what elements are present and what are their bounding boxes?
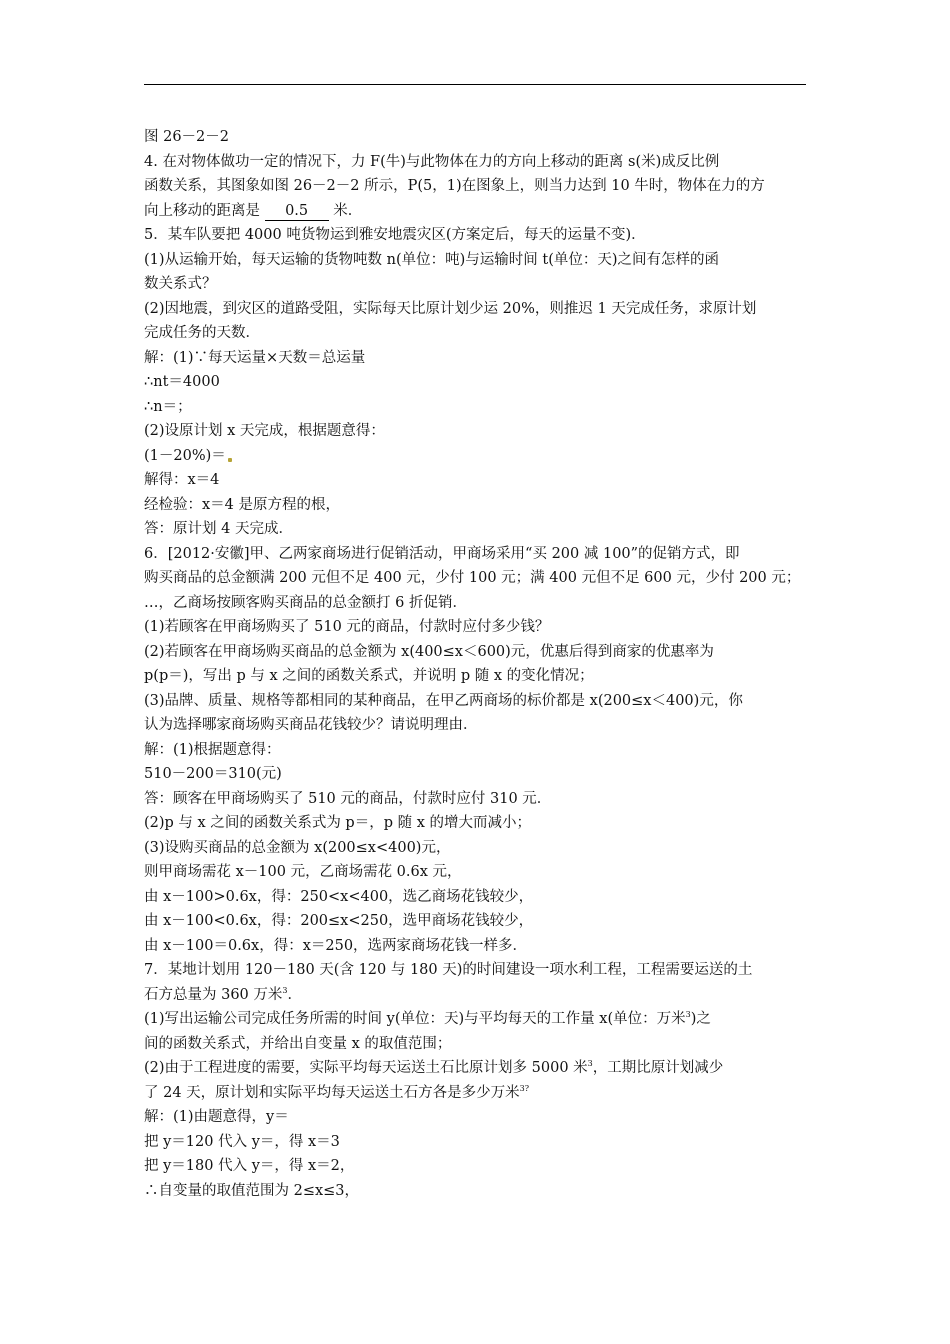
text-line: (1－20%)＝ [144, 444, 808, 469]
text-line: (2)设原计划 x 天完成，根据题意得： [144, 423, 385, 439]
text-line: (2)由于工程进度的需要，实际平均每天运送土石比原计划多 5000 米$^3$，工期比原计划减少 [144, 1059, 724, 1076]
text-line: 石方总量为 360 万米$^3$． [144, 985, 302, 1003]
text-line: 7．某地计划用 120－180 天(含 120 与 180 天)的时间建设一项水利工程，工程需要运送的土 [144, 962, 753, 978]
figure-caption: 图 26－2－2 [144, 129, 230, 145]
text-line: 答：顾客在甲商场购买了 510 元的商品，付款时应付 310 元． [144, 790, 552, 807]
text-line: (3)品牌、质量、规格等都相同的某种商品，在甲乙两商场的标价都是 x(200≤x＜400)元，你 [144, 692, 743, 709]
text-line: 了 24 天，原计划和实际平均每天运送土石方各是多少万米$^{3?}$ [144, 1083, 530, 1101]
text-line: 函数关系，其图象如图 26－2－2 所示，P(5，1)在图象上，则当力达到 10 牛时，物体在力的方 [144, 178, 765, 194]
text-line: 则甲商场需花 x－100 元，乙商场需花 0.6x 元， [144, 864, 462, 880]
text-line: 向上移动的距离是 0.5 米． [144, 202, 363, 219]
text-line: 由 x－100>0.6x，得：250<x<400，选乙商场花钱较少， [144, 888, 534, 905]
text-line: 认为选择哪家商场购买商品花钱较少？请说明理由． [144, 717, 478, 733]
text-line: 由 x－100＝0.6x，得：x＝250，选两家商场花钱一样多． [144, 937, 528, 954]
text-line: 经检验：x＝4 是原方程的根， [144, 496, 341, 513]
text-line: p(p＝)，写出 p 与 x 之间的函数关系式，并说明 p 随 x 的变化情况； [144, 668, 594, 684]
text-line: 解得：x＝4 [144, 472, 220, 488]
text-line: 4. 在对物体做功一定的情况下，力 F(牛)与此物体在力的方向上移动的距离 s(米)成反比例 [144, 153, 720, 170]
text-line: (2)p 与 x 之间的函数关系式为 p＝，p 随 x 的增大而减小； [144, 815, 532, 831]
text-line: …，乙商场按顾客购买商品的总金额打 6 折促销． [144, 594, 467, 611]
text-line: ∴nt＝4000 [144, 374, 220, 390]
text-line: 间的函数关系式，并给出自变量 x 的取值范围； [144, 1035, 452, 1052]
superscript: 3 [685, 1010, 691, 1019]
text-line: 解：(1)∵每天运量×天数＝总运量 [144, 349, 366, 366]
text-line: 由 x－100<0.6x，得：200≤x<250，选甲商场花钱较少， [144, 913, 534, 929]
text-line: 解：(1)由题意得，y＝ [144, 1109, 289, 1125]
superscript: 3 [282, 985, 288, 995]
text-line: 答：原计划 4 天完成． [144, 521, 293, 537]
text-line: (2)因地震，到灾区的道路受阻，实际每天比原计划少运 20%，则推迟 1 天完成任务，求原计划 [144, 300, 757, 317]
text-line: (1)从运输开始，每天运输的货物吨数 n(单位：吨)与运输时间 t(单位：天)之间有怎样的函 [144, 251, 720, 268]
text-line: ∴n＝； [144, 398, 192, 415]
text-line: 购买商品的总金额满 200 元但不足 400 元，少付 100 元；满 400 元但不足 600 元，少付 200 元； [144, 570, 801, 586]
answer-blank: 0.5 [265, 203, 329, 221]
superscript: 3 [587, 1059, 593, 1068]
text-line: 数关系式？ [144, 276, 217, 292]
text-line: (1)写出运输公司完成任务所需的时间 y(单位：天)与平均每天的工作量 x(单位：万米$^3$)之 [144, 1010, 711, 1027]
mark-dot [228, 458, 232, 462]
text-line: 510－200＝310(元) [144, 766, 282, 782]
text-line: 把 y＝180 代入 y＝，得 x＝2， [144, 1158, 355, 1174]
header-rule [144, 84, 806, 85]
text-line: 完成任务的天数． [144, 325, 260, 341]
text-line: (2)若顾客在甲商场购买商品的总金额为 x(400≤x＜600)元，优惠后得到商家的优惠率为 [144, 643, 714, 660]
text-line: 把 y＝120 代入 y＝，得 x＝3 [144, 1133, 340, 1150]
text-line: ∴自变量的取值范围为 2≤x≤3， [144, 1182, 360, 1199]
text-line: 6．[2012·安徽]甲、乙两家商场进行促销活动，甲商场采用“买 200 减 100”的促销方式，即 [144, 545, 740, 562]
text-line: (3)设购买商品的总金额为 x(200≤x<400)元， [144, 839, 451, 856]
text-line: 解：(1)根据题意得： [144, 741, 281, 758]
text-line: 5．某车队要把 4000 吨货物运到雅安地震灾区(方案定后，每天的运量不变)． [144, 227, 646, 243]
document-body [144, 125, 808, 1203]
text-line: (1)若顾客在甲商场购买了 510 元的商品，付款时应付多少钱？ [144, 619, 550, 635]
superscript: 3? [519, 1083, 530, 1093]
